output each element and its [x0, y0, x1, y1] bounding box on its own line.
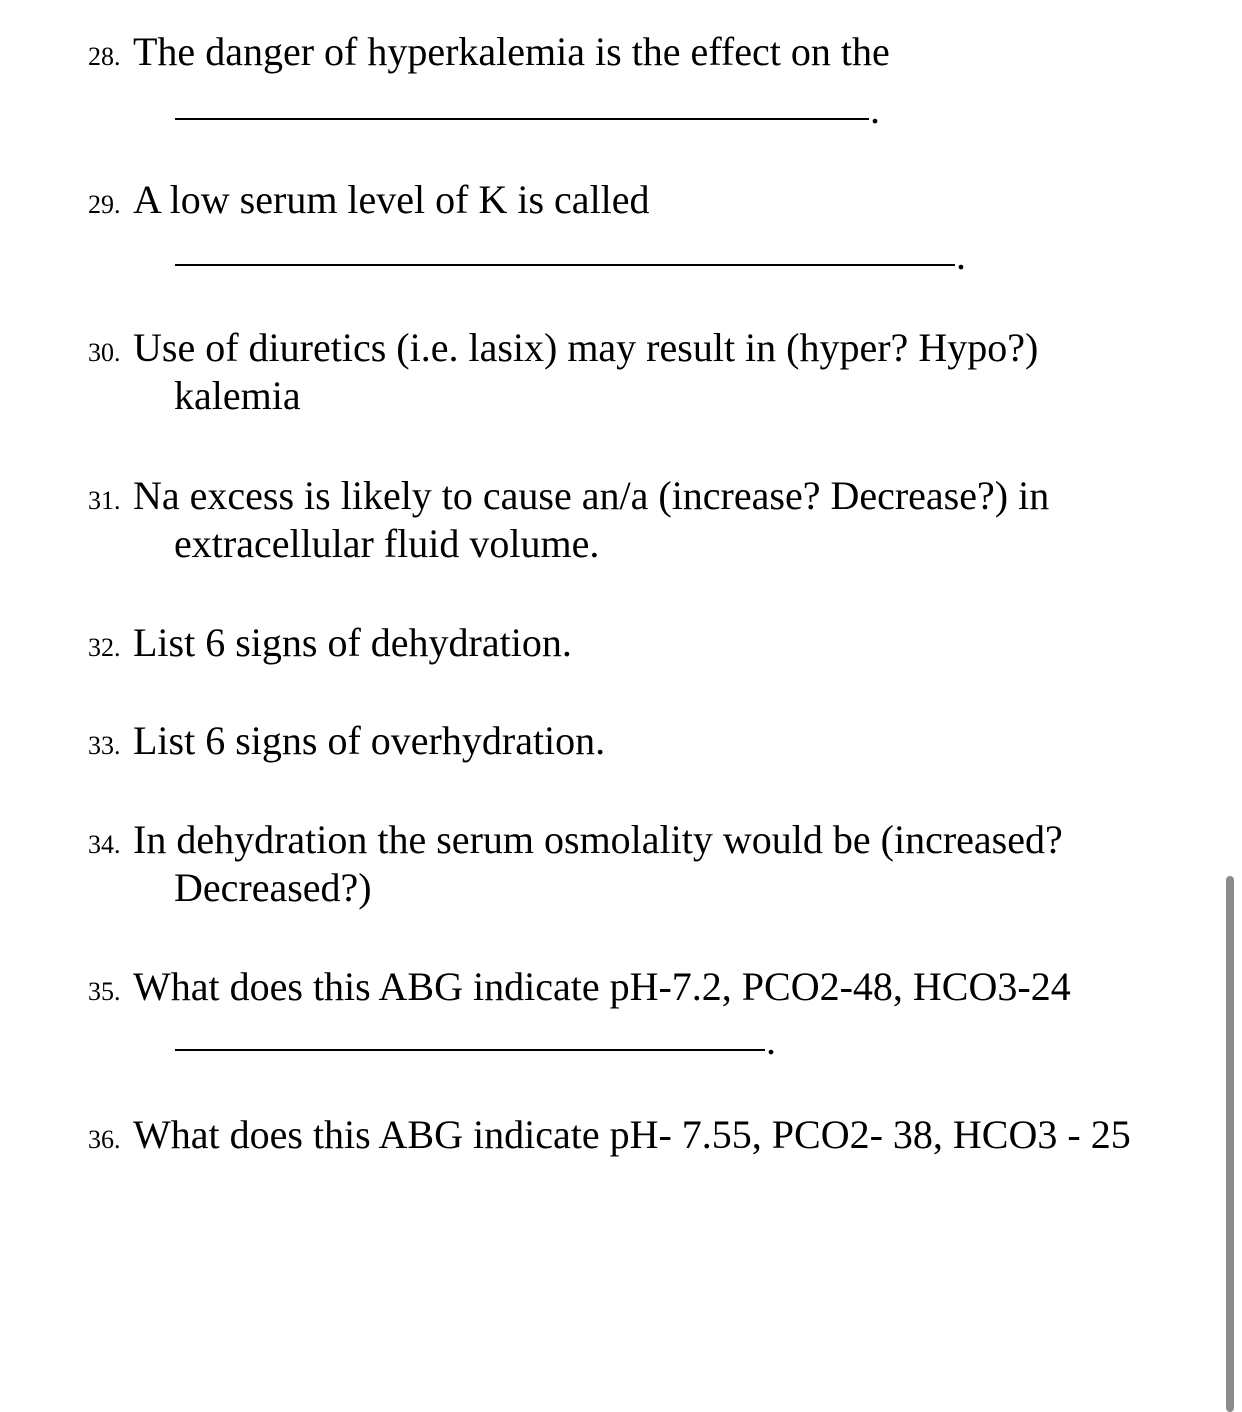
question-text-continuation: extracellular fluid volume.	[174, 521, 600, 566]
question-text: List 6 signs of dehydration.	[133, 620, 572, 665]
question-34	[88, 816, 1208, 912]
question-number: 34.	[88, 830, 121, 859]
question-text: A low serum level of K is called	[133, 177, 650, 222]
question-text: In dehydration the serum osmolality would be (increased?	[133, 817, 1063, 862]
question-number: 32.	[88, 633, 121, 662]
question-36	[88, 1111, 1208, 1159]
question-29	[88, 176, 1208, 224]
question-30	[88, 324, 1208, 420]
question-32	[88, 619, 1208, 667]
answer-blank-29[interactable]	[175, 233, 966, 278]
question-text: Na excess is likely to cause an/a (increase? Decrease?) in	[133, 473, 1050, 518]
question-number: 29.	[88, 190, 121, 219]
blank-period: .	[870, 87, 880, 132]
question-text-continuation: kalemia	[174, 373, 301, 418]
question-text: List 6 signs of overhydration.	[133, 718, 606, 763]
answer-blank-28[interactable]	[175, 87, 880, 132]
question-text-continuation: Decreased?)	[174, 865, 372, 910]
question-number: 36.	[88, 1125, 121, 1154]
question-text: The danger of hyperkalemia is the effect on the	[133, 29, 890, 74]
question-number: 33.	[88, 731, 121, 760]
blank-period: .	[766, 1018, 776, 1063]
question-35	[88, 963, 1208, 1011]
vertical-scrollbar[interactable]	[1226, 876, 1234, 1412]
question-number: 28.	[88, 42, 121, 71]
question-text: What does this ABG indicate pH-7.2, PCO2-48, HCO3-24	[133, 964, 1071, 1009]
question-number: 35.	[88, 977, 121, 1006]
question-text: What does this ABG indicate pH- 7.55, PCO2- 38, HCO3 - 25	[133, 1112, 1131, 1157]
question-28	[88, 28, 1208, 76]
question-31	[88, 472, 1208, 568]
question-number: 31.	[88, 486, 121, 515]
question-number: 30.	[88, 338, 121, 367]
blank-period: .	[956, 233, 966, 278]
answer-blank-35[interactable]	[175, 1018, 776, 1063]
question-33	[88, 717, 1208, 765]
question-text: Use of diuretics (i.e. lasix) may result in (hyper? Hypo?)	[133, 325, 1039, 370]
